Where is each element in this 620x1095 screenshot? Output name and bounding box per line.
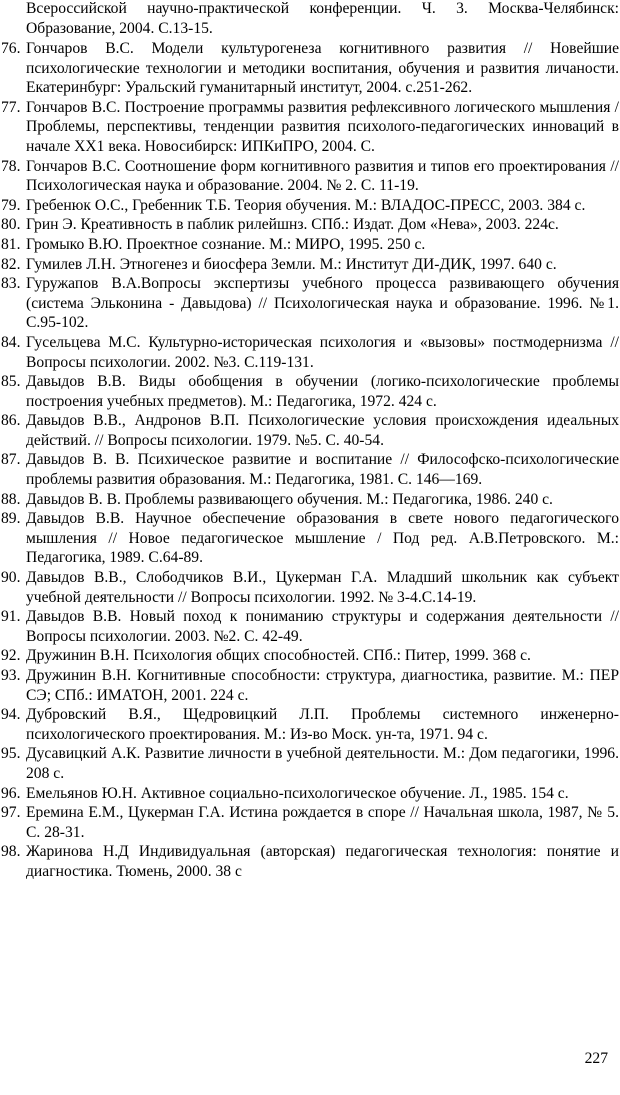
reference-text: Гумилев Л.Н. Этногенез и биосфера Земли. М.: Институт ДИ-ДИК, 1997. 640 с. [26,255,557,273]
reference-item [0,568,619,607]
reference-text: Дружинин В.Н. Когнитивные способности: структура, диагностика, развитие. М.: ПЕР СЭ; СПб.: ИМАТОН, 2001. 224 с. [26,667,619,704]
reference-text: Еремина Е.М., Цукерман Г.А. Истина рождается в споре // Начальная школа, 1987, № 5. С. 28-31. [26,804,619,841]
reference-text: Гончаров В.С. Соотношение форм когнитивного развития и типов его проектирования // Психологическая наука и образование. 2004. № 2. С. 11-19. [26,157,619,195]
reference-number: 91. [1,608,21,626]
reference-text: Гребенюк О.С., Гребенник Т.Б. Теория обучения. М.: ВЛАДОС-ПРЕСС, 2003. 384 с. [26,196,586,214]
reference-number: 77. [1,98,21,116]
reference-text: Дружинин В.Н. Психология общих способностей. СПб.: Питер, 1999. 368 с. [26,647,531,665]
reference-number: 79. [1,196,21,214]
reference-number: 92. [1,647,21,665]
reference-number: 90. [1,569,21,587]
reference-item [0,372,619,411]
reference-number: 83. [1,275,21,293]
reference-text: Давыдов В.В., Андронов В.П. Психологические условия происхождения идеальных действий. // Вопросы психологии. 1979. №5. С. 40-54. [26,412,619,449]
reference-text: Дусавицкий А.К. Развитие личности в учебной деятельности. М.: Дом педагогики, 1996. 208 с. [26,745,619,782]
reference-text: Громыко В.Ю. Проектное сознание. М.: МИРО, 1995. 250 с. [26,235,426,253]
reference-number: 98. [1,843,21,861]
reference-item [0,274,619,333]
reference-item [0,744,619,783]
reference-item [0,39,619,98]
reference-text: Давыдов В. В. Проблемы развивающего обучения. М.: Педагогика, 1986. 240 с. [26,490,553,508]
reference-item [0,842,619,881]
reference-number: 93. [1,667,21,684]
reference-number: 78. [1,157,21,175]
reference-number: 85. [1,373,21,391]
reference-number: 76. [1,40,21,57]
reference-item [0,157,619,196]
continuation-text: Всероссийской научно-практической конференции. Ч. 3. Москва-Челябинск: Образование, 2004. С.13-15. [26,0,619,37]
reference-text: Гончаров В.С. Модели культурогенеза когнитивного развития // Новейшие психологические технологии и методики воспитания, обучения и развития личаности. Екатеринбург: Уральский гуманитарный институт, 2004. с.251-262. [26,40,619,97]
reference-item [0,215,619,235]
reference-text: Давыдов В. В. Психическое развитие и воспитание // Философско-психологические проблемы развития образования. М.: Педагогика, 1981. С. 146—169. [26,451,619,489]
reference-text: Давыдов В.В. Виды обобщения в обучении (логико-психологические проблемы построения учебных предметов). М.: Педагогика, 1972. 424 с. [26,373,619,410]
reference-text: Давыдов В.В. Новый поход к пониманию структуры и содержания деятельности // Вопросы психологии. 2003. №2. С. 42-49. [26,608,619,645]
reference-number: 87. [1,451,21,469]
reference-text: Грин Э. Креативность в паблик рилейшнз. СПб.: Издат. Дом «Нева», 2003. 224с. [26,216,559,234]
reference-text: Дубровский В.Я., Щедровицкий Л.П. Проблемы системного инженерно-психологического проектирования. М.: Из-во Моск. ун-та, 1971. 94 с. [26,706,619,743]
reference-item [0,235,619,255]
reference-number: 97. [1,804,21,822]
reference-list [0,39,620,882]
reference-number: 96. [1,784,21,802]
reference-number: 84. [1,333,21,351]
page-number: 227 [584,1050,608,1067]
reference-number: 94. [1,706,21,724]
reference-item [0,450,619,489]
reference-item [0,490,619,510]
reference-text: Гусельцева М.С. Культурно-историческая психология и «вызовы» постмодернизма // Вопросы психологии. 2002. №3. С.119-131. [26,333,619,371]
reference-item [0,509,619,568]
reference-number: 88. [1,490,21,508]
reference-text: Давыдов В.В. Научное обеспечение образования в свете нового педагогического мышления // Новое педагогическое мышление / Под ред. А.В.Петровского. М.: Педагогика, 1989. С.64-89. [26,510,619,567]
reference-number: 80. [1,216,21,234]
reference-text: Гончаров В.С. Построение программы развития рефлексивного логического мышления / Проблемы, перспективы, тенденции развития психолого-педагогических инноваций в начале ХХ1 века. Новосибирск: ИПКиПРО, 2004. С. [26,98,619,155]
reference-item [0,607,619,646]
reference-text: Емельянов Ю.Н. Активное социально-психологическое обучение. Л., 1985. 154 с. [26,784,569,802]
reference-item [0,705,619,744]
reference-number: 95. [1,745,21,763]
reference-item [0,784,619,804]
reference-text: Давыдов В.В., Слободчиков В.И., Цукерман Г.А. Младший школьник как субъект учебной деятельности // Вопросы психологии. 1992. № 3-4.С.14-19. [26,569,619,606]
reference-item [0,98,619,157]
reference-item [0,255,619,275]
reference-number: 82. [1,255,21,273]
reference-number: 86. [1,412,21,430]
reference-text: Жаринова Н.Д Индивидуальная (авторская) педагогическая технология: понятие и диагностика. Тюмень, 2000. 38 с [26,843,619,880]
reference-item [0,333,619,372]
reference-item [0,666,619,705]
reference-number: 89. [1,510,21,528]
reference-number: 81. [1,235,21,253]
reference-item [0,196,619,216]
reference-item [0,646,619,666]
reference-item [0,411,619,450]
reference-text: Гуружапов В.А.Вопросы экспертизы учебного процесса развивающего обучения (система Эльконина - Давыдова) // Психологическая наука и образование. 1996. №1. С.95-102. [26,275,619,332]
reference-item [0,803,619,842]
